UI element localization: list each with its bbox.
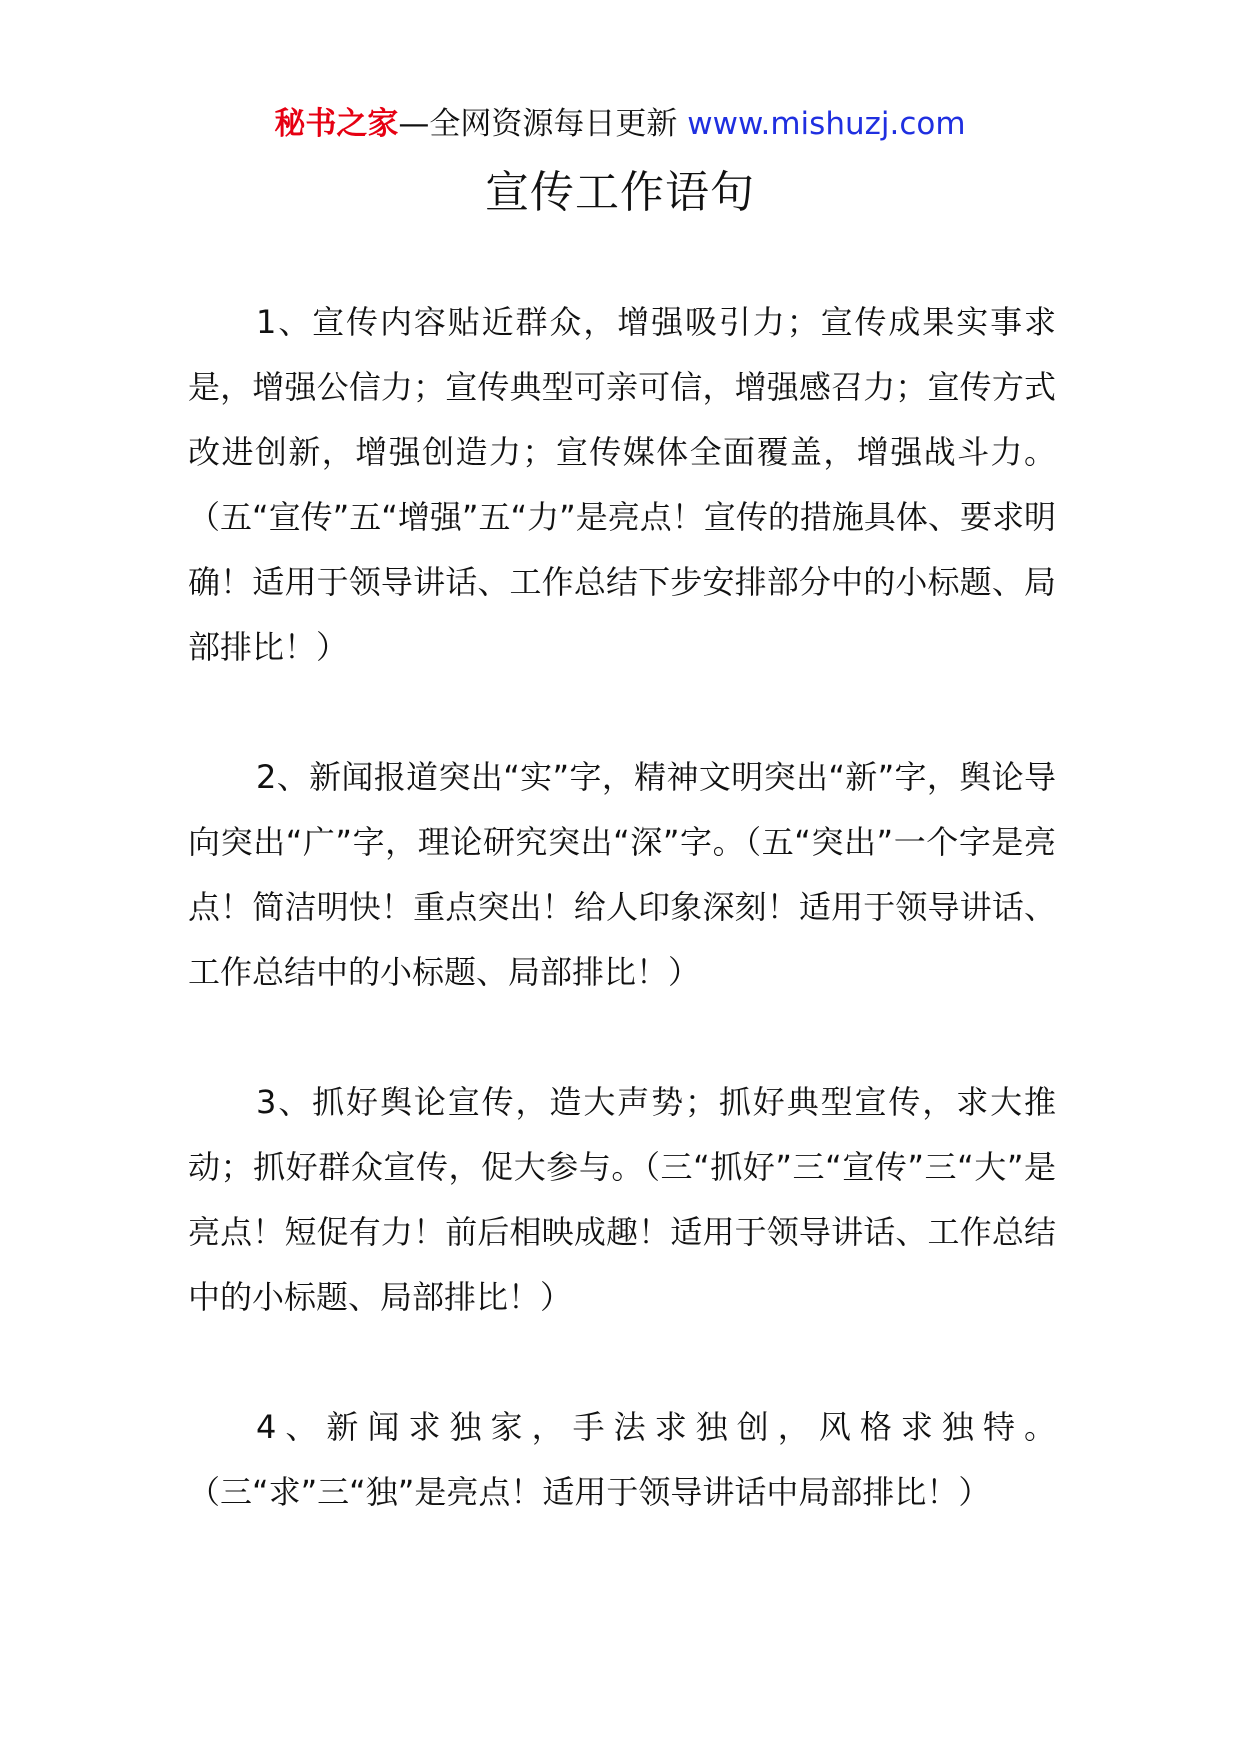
document-body bbox=[188, 290, 1056, 1590]
paragraph-3: 3、抓好舆论宣传，造大声势；抓好典型宣传，求大推动；抓好群众宣传，促大参与。（三“抓好”三“宣传”三“大”是亮点！短促有力！前后相映成趣！适用于领导讲话、工作总结中的小标题、局部排比！） bbox=[188, 1083, 1056, 1316]
document-title: 宣传工作语句 bbox=[485, 167, 755, 218]
site-brand: 秘书之家 bbox=[274, 106, 399, 142]
site-header bbox=[0, 100, 1240, 148]
paragraph-2: 2、新闻报道突出“实”字，精神文明突出“新”字，舆论导向突出“广”字，理论研究突出“深”字。（五“突出”一个字是亮点！简洁明快！重点突出！给人印象深刻！适用于领导讲话、工作总结中的小标题、局部排比！） bbox=[188, 758, 1056, 991]
paragraph-1: 1、宣传内容贴近群众，增强吸引力；宣传成果实事求是，增强公信力；宣传典型可亲可信，增强感召力；宣传方式改进创新，增强创造力；宣传媒体全面覆盖，增强战斗力。（五“宣传”五“增强”五“力”是亮点！宣传的措施具体、要求明确！适用于领导讲话、工作总结下步安排部分中的小标题、局部排比！） bbox=[188, 303, 1056, 666]
site-url-link[interactable]: www.mishuzj.com bbox=[687, 106, 966, 142]
paragraph-4: 4、新闻求独家，手法求独创，风格求独特。（三“求”三“独”是亮点！适用于领导讲话中局部排比！） bbox=[188, 1408, 1056, 1511]
site-tagline: —全网资源每日更新 bbox=[398, 106, 688, 142]
